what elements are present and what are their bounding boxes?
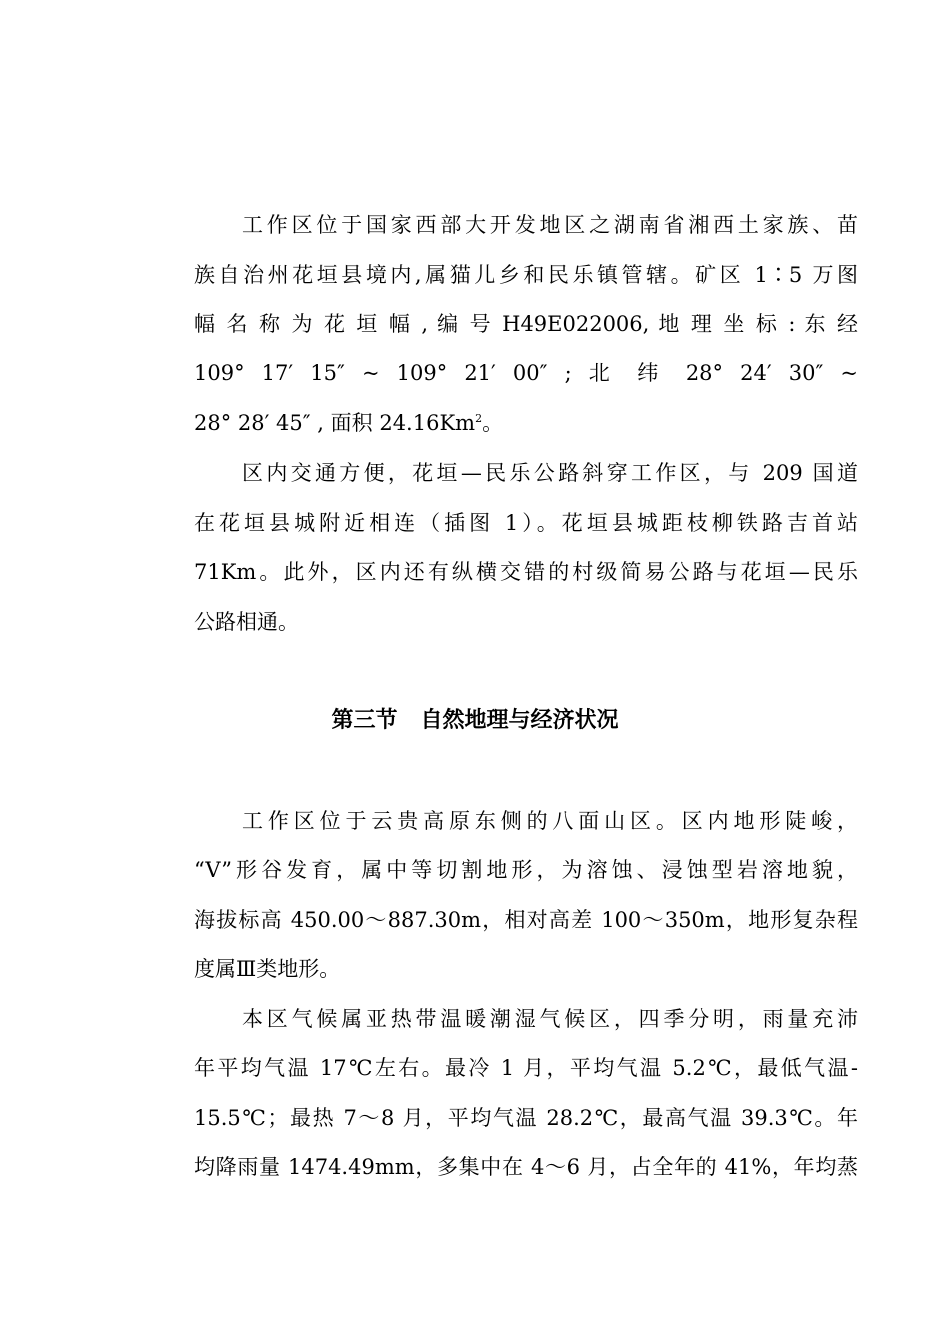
paragraph-1-line-2: 族自治州花垣县境内,属猫儿乡和民乐镇管辖。矿区 1∶5 万图 [194, 263, 858, 287]
paragraph-3-line-2: “V”形谷发育，属中等切割地形，为溶蚀、浸蚀型岩溶地貌， [194, 858, 858, 882]
paragraph-4-line-4: 均降雨量 1474.49mm，多集中在 4～6 月，占全年的 41%，年均蒸 [194, 1155, 858, 1179]
paragraph-1-line-5 [194, 408, 858, 438]
paragraph-2-line-3: 71Km。此外，区内还有纵横交错的村级简易公路与花垣—民乐 [194, 560, 858, 584]
paragraph-1-line-3: 幅 名 称 为 花 垣 幅 , 编 号 H49E022006, 地 理 坐 标 : 东 经 [194, 312, 858, 336]
paragraph-2-line-2: 在花垣县城附近相连（插图 1）。花垣县城距枝柳铁路吉首站 [194, 511, 858, 535]
paragraph-3-line-4: 度属Ⅲ类地形。 [194, 957, 341, 981]
section-heading: 第三节 自然地理与经济状况 [331, 708, 619, 733]
paragraph-2-line-4: 公路相通。 [194, 610, 299, 634]
paragraph-3-line-3: 海拔标高 450.00～887.30m，相对高差 100～350m，地形复杂程 [194, 908, 858, 932]
paragraph-4-line-1: 本区气候属亚热带温暖潮湿气候区，四季分明，雨量充沛 [242, 1007, 858, 1031]
area-period: 。 [482, 411, 504, 435]
paragraph-2-line-1: 区内交通方便，花垣—民乐公路斜穿工作区，与 209 国道 [242, 461, 858, 485]
paragraph-3-line-1: 工作区位于云贵高原东侧的八面山区。区内地形陡峻， [242, 809, 858, 833]
area-superscript: 2 [475, 412, 483, 425]
paragraph-1-line-4: 109° 17′ 15″ ~ 109° 21′ 00″ ; 北 纬 28° 24′ 30″ ~ [194, 361, 858, 385]
paragraph-4-line-3: 15.5℃；最热 7～8 月，平均气温 28.2℃，最高气温 39.3℃。年 [194, 1106, 858, 1130]
paragraph-4-line-2: 年平均气温 17℃左右。最冷 1 月，平均气温 5.2℃，最低气温- [194, 1056, 858, 1080]
area-text: 28° 28′ 45″ , 面积 24.16Km [194, 411, 476, 435]
paragraph-1-line-1: 工作区位于国家西部大开发地区之湖南省湘西土家族、苗 [242, 213, 858, 237]
